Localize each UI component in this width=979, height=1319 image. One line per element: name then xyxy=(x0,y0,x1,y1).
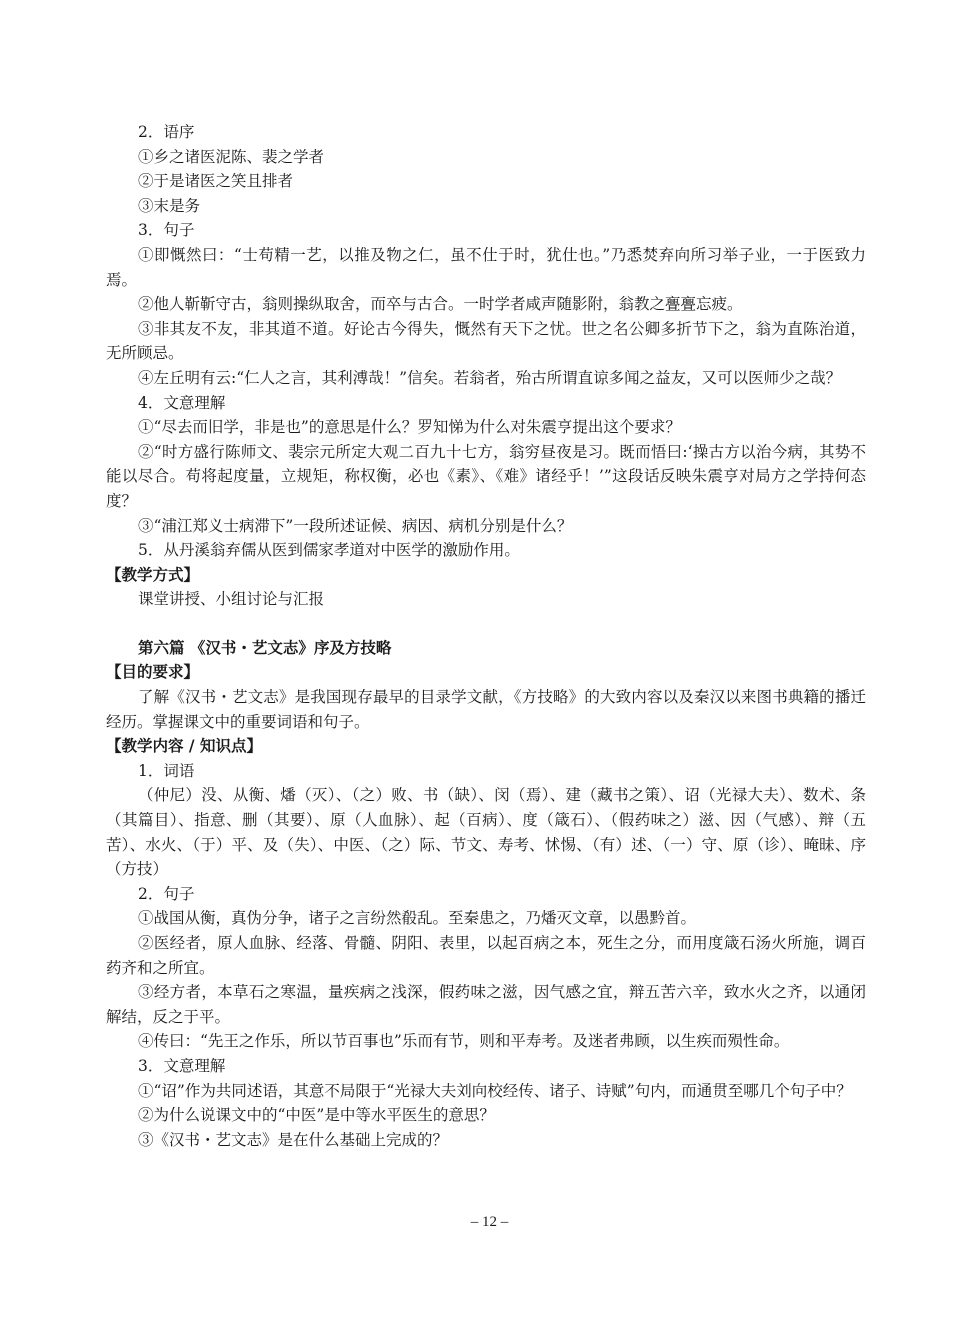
section-heading: 4．文意理解 xyxy=(138,393,226,412)
list-item: ③《汉书・艺文志》是在什么基础上完成的？ xyxy=(138,1130,449,1149)
list-item: ③非其友不友，非其道不道。好论古今得失，慨然有天下之忧。世之名公卿多折节下之，翁为直陈治道，无所顾忌。 xyxy=(106,319,866,363)
list-item: ②于是诸医之笑且排者 xyxy=(138,172,294,191)
section-heading: 3．文意理解 xyxy=(138,1056,226,1075)
list-item: ③“浦江郑义士病滞下”一段所述证候、病因、病机分别是什么？ xyxy=(138,516,573,535)
list-item: ④左丘明有云:“仁人之言，其利溥哉！”信矣。若翁者，殆古所谓直谅多闻之益友，又可以医师少之哉？ xyxy=(138,368,842,387)
teaching-method-body: 课堂讲授、小组讨论与汇报 xyxy=(138,590,325,609)
list-item: ③末是务 xyxy=(138,196,201,215)
vocabulary-list: （仲尼）没、从衡、燔（灭）、（之）败、书（缺）、闵（焉）、建（藏书之策）、诏（光禄大夫）、数术、条（其篇目）、指意、删（其要）、原（人血脉）、起（百病）、度（箴石）、（假药味之）滋、因（气感）、辩（五苦）、水火、（于）平、及（失）、中医、（之）际、节文、寿考、怵惕、（有）述、（一）守、原（诊）、晻昧、序（方技） xyxy=(106,786,866,879)
list-item: ①乡之诸医泥陈、裴之学者 xyxy=(138,147,325,166)
list-item: ①即慨然曰：“士苟精一艺，以推及物之仁，虽不仕于时，犹仕也。”乃悉焚弃向所习举子业，一于医致力焉。 xyxy=(106,245,866,289)
list-item: ②他人靳靳守古，翁则操纵取舍，而卒与古合。一时学者咸声随影附，翁教之亹亹忘疲。 xyxy=(138,295,743,314)
list-item: ③经方者，本草石之寒温，量疾病之浅深，假药味之滋，因气感之宜，辩五苦六辛，致水火之齐，以通闭解结，反之于平。 xyxy=(106,983,866,1026)
content-heading: 【教学内容 / 知识点】 xyxy=(106,736,262,756)
section-heading: 2．句子 xyxy=(138,884,195,903)
goal-body: 了解《汉书・艺文志》是我国现存最早的目录学文献，《方技略》的大致内容以及秦汉以来图书典籍的播迁经历。掌握课文中的重要词语和句子。 xyxy=(106,688,866,731)
section-heading: 3．句子 xyxy=(138,221,195,240)
document-body xyxy=(106,120,866,1152)
list-item: ②“时方盛行陈师文、裴宗元所定大观二百九十七方，翁穷昼夜是习。既而悟曰:‘操古方以治今病，其势不能以尽合。苟将起度量，立规矩，称权衡，必也《素》、《难》诸经乎！’”这段话反映朱震亨对局方之学持何态度？ xyxy=(106,442,866,510)
list-item: ①“诏”作为共同述语，其意不局限于“光禄大夫刘向校经传、诸子、诗赋”句内，而通贯至哪几个句子中？ xyxy=(138,1081,852,1100)
chapter-title: 第六篇 《汉书・艺文志》序及方技略 xyxy=(138,637,392,657)
section-heading: 5．从丹溪翁弃儒从医到儒家孝道对中医学的激励作用。 xyxy=(138,541,520,560)
teaching-method-heading: 【教学方式】 xyxy=(106,564,200,584)
section-heading: 1．词语 xyxy=(138,761,195,780)
list-item: ②医经者，原人血脉、经落、骨髓、阴阳、表里，以起百病之本，死生之分，而用度箴石汤火所施，调百药齐和之所宜。 xyxy=(106,934,866,977)
section-heading: 2．语序 xyxy=(138,123,195,141)
list-item: ①“尽去而旧学，非是也”的意思是什么？罗知悌为什么对朱震亨提出这个要求？ xyxy=(138,418,681,437)
page-number: – 12 – xyxy=(470,1214,509,1230)
list-item: ④传曰：“先王之作乐，所以节百事也”乐而有节，则和平寿考。及迷者弗顾，以生疾而殒性命。 xyxy=(138,1032,790,1051)
list-item: ②为什么说课文中的“中医”是中等水平医生的意思？ xyxy=(138,1106,495,1125)
goal-heading: 【目的要求】 xyxy=(106,662,200,682)
spacer xyxy=(106,612,866,636)
list-item: ①战国从衡，真伪分争，诸子之言纷然殽乱。至秦患之，乃燔灭文章，以愚黔首。 xyxy=(138,909,697,928)
